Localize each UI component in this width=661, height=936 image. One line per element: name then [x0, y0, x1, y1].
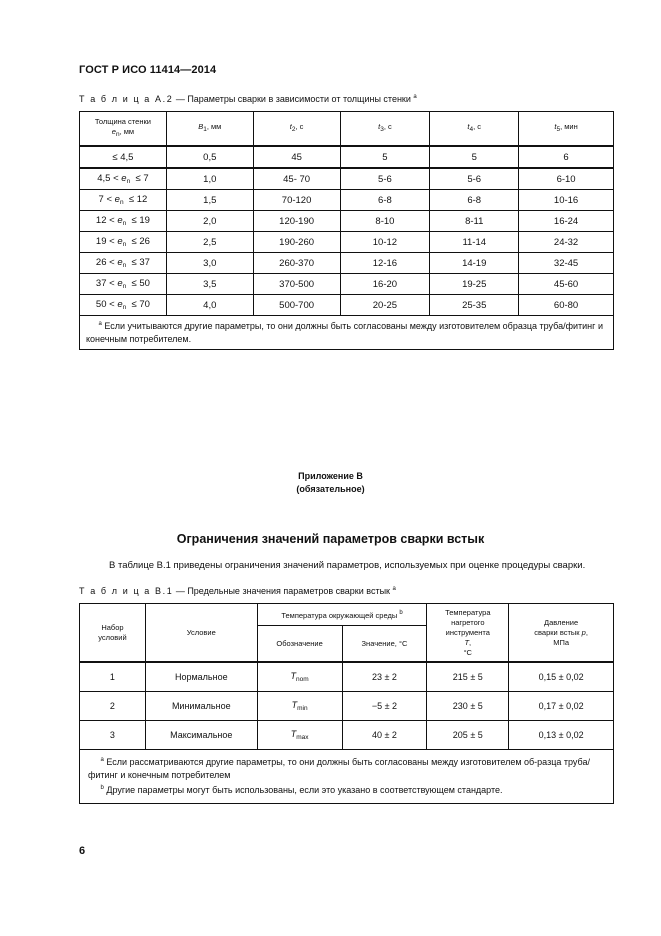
- header-t3: t3, с: [340, 112, 430, 147]
- cell-t2: 260-370: [253, 253, 340, 274]
- cell-t5: 16-24: [519, 211, 614, 232]
- cell-t5: 6-10: [519, 168, 614, 190]
- table-header-row: [80, 604, 614, 626]
- cell-condition-set: 3: [80, 721, 146, 750]
- cell-t5: 24-32: [519, 232, 614, 253]
- cell-t4: 11-14: [430, 232, 519, 253]
- cell-wall-thickness: $7 < e_n \le 12$: [80, 190, 167, 211]
- cell-pressure: 0,17 ± 0,02: [509, 692, 614, 721]
- table-row: [80, 662, 614, 692]
- appendix-title: Ограничения значений параметров сварки встык: [176, 532, 485, 546]
- cell-t5: 10-16: [519, 190, 614, 211]
- header-tool-temperature: Температура нагретого инструмента T, °С: [427, 604, 509, 663]
- cell-condition: Минимальное: [145, 692, 257, 721]
- header-value: Значение, °С: [342, 626, 427, 663]
- cell-pressure: 0,13 ± 0,02: [509, 721, 614, 750]
- appendix-type: (обязательное): [296, 484, 365, 494]
- cell-value: 40 ± 2: [342, 721, 427, 750]
- cell-t3: 16-20: [340, 274, 430, 295]
- cell-t2: 500-700: [253, 295, 340, 316]
- table-row: [80, 168, 614, 190]
- header-t2: t2, с: [253, 112, 340, 147]
- cell-t3: 12-16: [340, 253, 430, 274]
- footnote-b: $^b$ Другие параметры могут быть использованы, если это указано в соответствующем стандарте.: [100, 785, 503, 795]
- cell-t2: 45: [253, 146, 340, 168]
- cell-wall-thickness: $37 < e_n \le 50$: [80, 274, 167, 295]
- header-t5: t5, мин: [519, 112, 614, 147]
- cell-t4: 8-11: [430, 211, 519, 232]
- cell-t4: 19-25: [430, 274, 519, 295]
- table-row: [80, 253, 614, 274]
- table-row: [80, 146, 614, 168]
- cell-t3: 5-6: [340, 168, 430, 190]
- cell-t3: 20-25: [340, 295, 430, 316]
- cell-wall-thickness: $19 < e_n \le 26$: [80, 232, 167, 253]
- header-condition-set: Набор условий: [80, 604, 146, 663]
- cell-t5: 32-45: [519, 253, 614, 274]
- table-a2-caption: [79, 94, 417, 104]
- header-wall-thickness: Толщина стенки en, мм: [80, 112, 167, 147]
- cell-value: −5 ± 2: [342, 692, 427, 721]
- appendix-name: Приложение В: [298, 471, 363, 481]
- document-header: ГОСТ Р ИСО 11414—2014: [79, 64, 217, 76]
- cell-tool-temperature: 205 ± 5: [427, 721, 509, 750]
- header-t4: t4, с: [430, 112, 519, 147]
- table-a2: [79, 111, 614, 350]
- cell-t5: 45-60: [519, 274, 614, 295]
- cell-t4: 5: [430, 146, 519, 168]
- cell-wall-thickness: $50 < e_n \le 70$: [80, 295, 167, 316]
- appendix-heading: [0, 470, 661, 496]
- cell-b1: 0,5: [166, 146, 253, 168]
- table-b1-footnotes: [80, 750, 614, 804]
- table-b1-footnote-row: [80, 750, 614, 804]
- table-a2-footnote: $^a$ Если учитываются другие параметры, то они должны быть согласованы между изготовителем образца труба/фитинг и конечным потребителем.: [80, 316, 614, 350]
- cell-designation: $T_{max}$: [257, 721, 342, 750]
- table-row: [80, 692, 614, 721]
- cell-b1: 2,5: [166, 232, 253, 253]
- footnote-a: $^a$ Если рассматриваются другие параметры, то они должны быть согласованы между изготовителем об-разца труба/фитинг и конечным потребителем: [88, 757, 590, 780]
- cell-designation: $T_{nom}$: [257, 662, 342, 692]
- cell-t3: 8-10: [340, 211, 430, 232]
- cell-t4: 5-6: [430, 168, 519, 190]
- header-designation: Обозначение: [257, 626, 342, 663]
- cell-t3: 10-12: [340, 232, 430, 253]
- cell-condition-set: 1: [80, 662, 146, 692]
- cell-t2: 70-120: [253, 190, 340, 211]
- table-row: [80, 274, 614, 295]
- cell-t2: 45- 70: [253, 168, 340, 190]
- cell-wall-thickness: $4,5 < e_n \le 7$: [80, 168, 167, 190]
- cell-b1: 1,0: [166, 168, 253, 190]
- page-number: 6: [79, 845, 86, 857]
- cell-t5: 60-80: [519, 295, 614, 316]
- cell-designation: $T_{min}$: [257, 692, 342, 721]
- cell-pressure: 0,15 ± 0,02: [509, 662, 614, 692]
- cell-wall-thickness: $26 < e_n \le 37$: [80, 253, 167, 274]
- cell-condition: Максимальное: [145, 721, 257, 750]
- caption-note: a: [413, 94, 417, 100]
- cell-t3: 5: [340, 146, 430, 168]
- table-row: [80, 232, 614, 253]
- caption-text: — Параметры сварки в зависимости от толщины стенки: [173, 94, 414, 104]
- cell-tool-temperature: 215 ± 5: [427, 662, 509, 692]
- cell-t2: 120-190: [253, 211, 340, 232]
- table-b1-caption: [79, 586, 396, 596]
- cell-t4: 6-8: [430, 190, 519, 211]
- cell-t4: 14-19: [430, 253, 519, 274]
- cell-b1: 3,5: [166, 274, 253, 295]
- header-ambient-temperature: Температура окружающей среды $^b$: [257, 604, 427, 626]
- cell-t2: 190-260: [253, 232, 340, 253]
- table-row: [80, 295, 614, 316]
- caption-text: — Предельные значения параметров сварки встык: [173, 586, 393, 596]
- cell-b1: 1,5: [166, 190, 253, 211]
- table-header-row: [80, 112, 614, 147]
- cell-t5: 6: [519, 146, 614, 168]
- table-row: [80, 721, 614, 750]
- caption-prefix: Т а б л и ц а А.2: [79, 94, 174, 104]
- cell-value: 23 ± 2: [342, 662, 427, 692]
- table-a2-footnote-row: [80, 316, 614, 350]
- cell-tool-temperature: 230 ± 5: [427, 692, 509, 721]
- caption-prefix: Т а б л и ц а В.1: [79, 586, 174, 596]
- table-row: [80, 190, 614, 211]
- cell-t2: 370-500: [253, 274, 340, 295]
- cell-wall-thickness: ≤ 4,5: [80, 146, 167, 168]
- cell-b1: 4,0: [166, 295, 253, 316]
- cell-t4: 25-35: [430, 295, 519, 316]
- cell-wall-thickness: $12 < e_n \le 19$: [80, 211, 167, 232]
- caption-note: a: [392, 586, 396, 592]
- cell-b1: 2,0: [166, 211, 253, 232]
- table-b1: [79, 603, 614, 804]
- cell-condition: Нормальное: [145, 662, 257, 692]
- header-condition: Условие: [145, 604, 257, 663]
- cell-condition-set: 2: [80, 692, 146, 721]
- header-pressure: Давление сварки встык p, МПа: [509, 604, 614, 663]
- header-b1: B1, мм: [166, 112, 253, 147]
- table-row: [80, 211, 614, 232]
- intro-paragraph: В таблице В.1 приведены ограничения значений параметров, используемых при оценке процедуры сварки.: [109, 560, 586, 571]
- cell-t3: 6-8: [340, 190, 430, 211]
- cell-b1: 3,0: [166, 253, 253, 274]
